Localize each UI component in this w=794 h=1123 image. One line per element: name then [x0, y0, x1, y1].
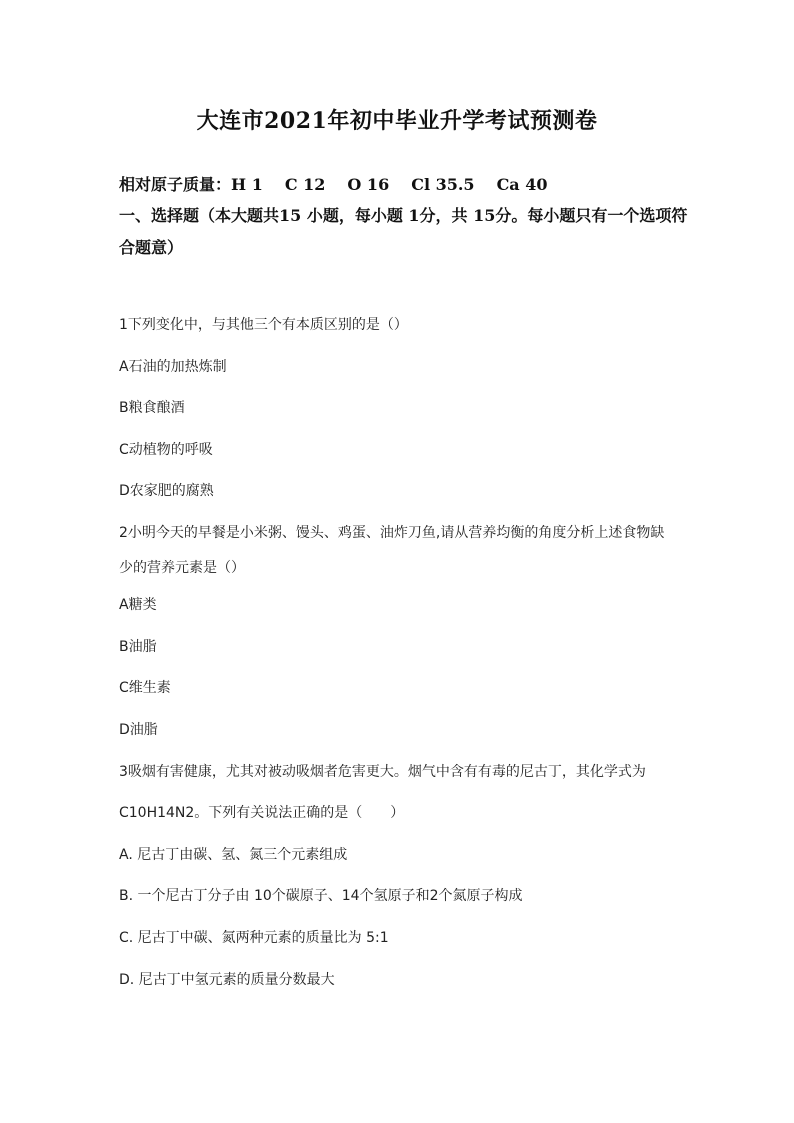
question-3-option-c: C. 尼古丁中碳、氮两种元素的质量比为 5:1: [119, 930, 389, 946]
question-2-option-c: C维生素: [119, 680, 171, 696]
question-3-option-b: B. 一个尼古丁分子由 10个碳原子、14个氢原子和2个氮原子构成: [119, 888, 523, 904]
atomic-mass-line: [119, 169, 699, 201]
atomic-mass-c: C 12: [284, 175, 326, 194]
question-1-stem: 1下列变化中，与其他三个有本质区别的是（）: [119, 317, 408, 333]
section-title: 一、选择题（本大题共15 小题，每小题 1分，共 15分。每小题只有一个选项符合题意）: [119, 206, 688, 257]
question-2-option-d: D油脂: [119, 722, 158, 738]
question-1-option-d: D农家肥的腐熟: [119, 483, 214, 499]
question-3-stem-line-1: 3吸烟有害健康，尤其对被动吸烟者危害更大。烟气中含有有毒的尼古丁，其化学式为: [119, 764, 646, 780]
question-1-option-b: B粮食酿酒: [119, 400, 185, 416]
page-title: 大连市2021年初中毕业升学考试预测卷: [196, 108, 598, 134]
question-2-stem-line-1: 2小明今天的早餐是小米粥、馒头、鸡蛋、油炸刀鱼,请从营养均衡的角度分析上述食物缺: [119, 525, 665, 541]
atomic-mass-o: O 16: [347, 175, 390, 194]
question-1-option-a: A石油的加热炼制: [119, 359, 227, 375]
question-2-option-a: A糖类: [119, 597, 157, 613]
question-2-option-b: B油脂: [119, 639, 157, 655]
atomic-mass-h: H 1: [231, 175, 263, 194]
atomic-mass-label: 相对原子质量：: [119, 175, 232, 194]
question-1-option-c: C动植物的呼吸: [119, 442, 213, 458]
atomic-mass-cl: Cl 35.5: [411, 175, 475, 194]
question-3-option-d: D. 尼古丁中氢元素的质量分数最大: [119, 972, 335, 988]
question-3-option-a: A. 尼古丁由碳、氢、氮三个元素组成: [119, 847, 348, 863]
question-3-stem-line-2: C10H14N2。下列有关说法正确的是（ ）: [119, 805, 405, 821]
question-2-stem-line-2: 少的营养元素是（）: [119, 560, 245, 576]
atomic-mass-ca: Ca 40: [496, 175, 548, 194]
